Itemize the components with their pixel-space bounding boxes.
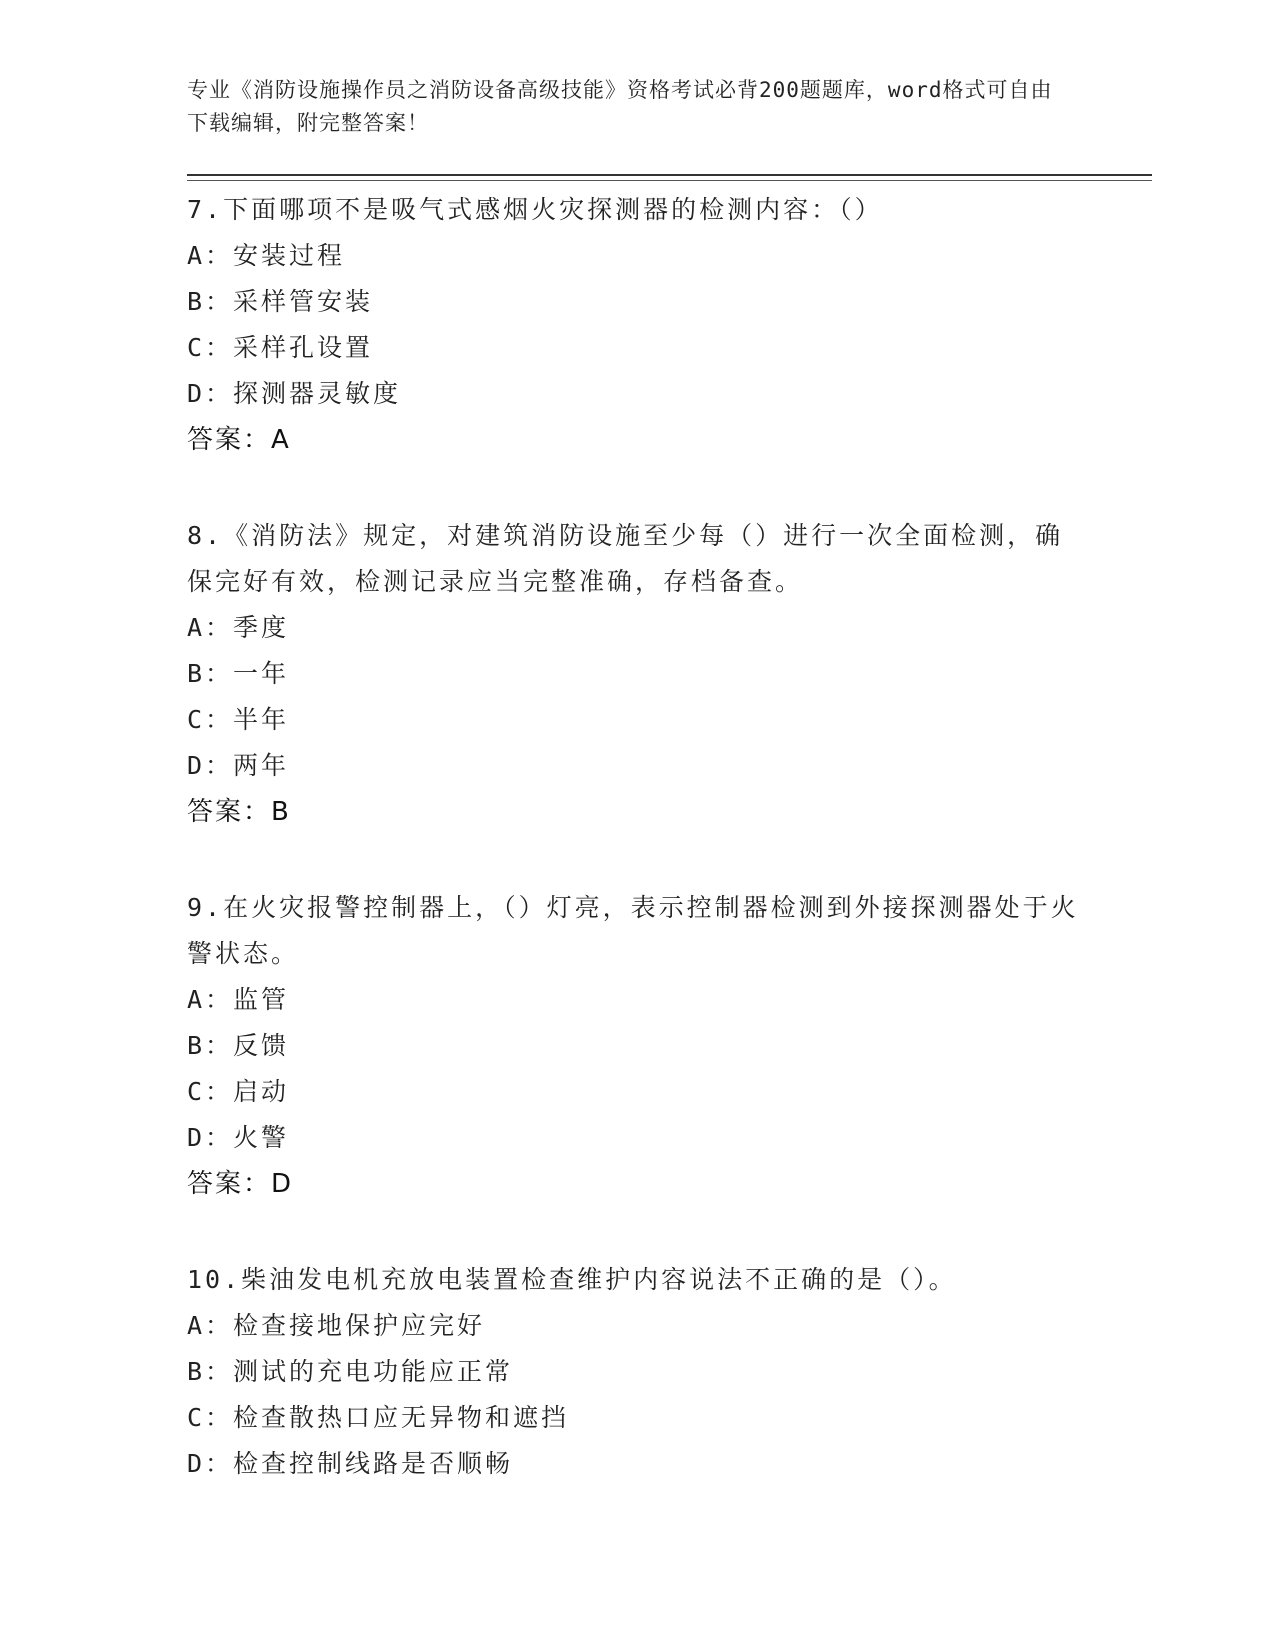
question-7 <box>187 187 1087 463</box>
header-divider-thick <box>187 174 1152 176</box>
question-stem: 10.柴油发电机充放电装置检查维护内容说法不正确的是（）。 <box>187 1265 957 1294</box>
option-c: C：半年 <box>187 705 290 734</box>
option-c: C：检查散热口应无异物和遮挡 <box>187 1403 570 1432</box>
header-divider-thin <box>187 180 1152 181</box>
question-spacer <box>187 463 1087 513</box>
question-8 <box>187 513 1087 835</box>
question-stem: 9.在火灾报警控制器上，（）灯亮，表示控制器检测到外接探测器处于火警状态。 <box>187 893 1079 968</box>
question-stem: 8.《消防法》规定，对建筑消防设施至少每（）进行一次全面检测，确保完好有效，检测记录应当完整准确，存档备查。 <box>187 521 1064 596</box>
option-b: B：一年 <box>187 659 290 688</box>
option-b: B：采样管安装 <box>187 287 374 316</box>
answer-line: 答案：D <box>187 1169 294 1199</box>
answer-line: 答案：B <box>187 797 291 827</box>
option-a: A：检查接地保护应完好 <box>187 1311 486 1340</box>
question-10 <box>187 1257 1087 1487</box>
option-d: D：火警 <box>187 1123 290 1152</box>
option-a: A：季度 <box>187 613 290 642</box>
option-a: A：安装过程 <box>187 241 346 270</box>
answer-line: 答案：A <box>187 425 291 455</box>
option-d: D：探测器灵敏度 <box>187 379 402 408</box>
option-b: B：测试的充电功能应正常 <box>187 1357 514 1386</box>
option-c: C：采样孔设置 <box>187 333 374 362</box>
question-list <box>187 187 1087 1487</box>
question-9 <box>187 885 1087 1207</box>
question-stem: 7.下面哪项不是吸气式感烟火灾探测器的检测内容：（） <box>187 195 883 224</box>
option-b: B：反馈 <box>187 1031 290 1060</box>
option-d: D：检查控制线路是否顺畅 <box>187 1449 514 1478</box>
question-spacer <box>187 1207 1087 1257</box>
option-d: D：两年 <box>187 751 290 780</box>
option-c: C：启动 <box>187 1077 290 1106</box>
question-spacer <box>187 835 1087 885</box>
document-intro: 专业《消防设施操作员之消防设备高级技能》资格考试必背200题题库，word格式可自由下载编辑，附完整答案！ <box>187 78 1053 135</box>
option-a: A：监管 <box>187 985 290 1014</box>
